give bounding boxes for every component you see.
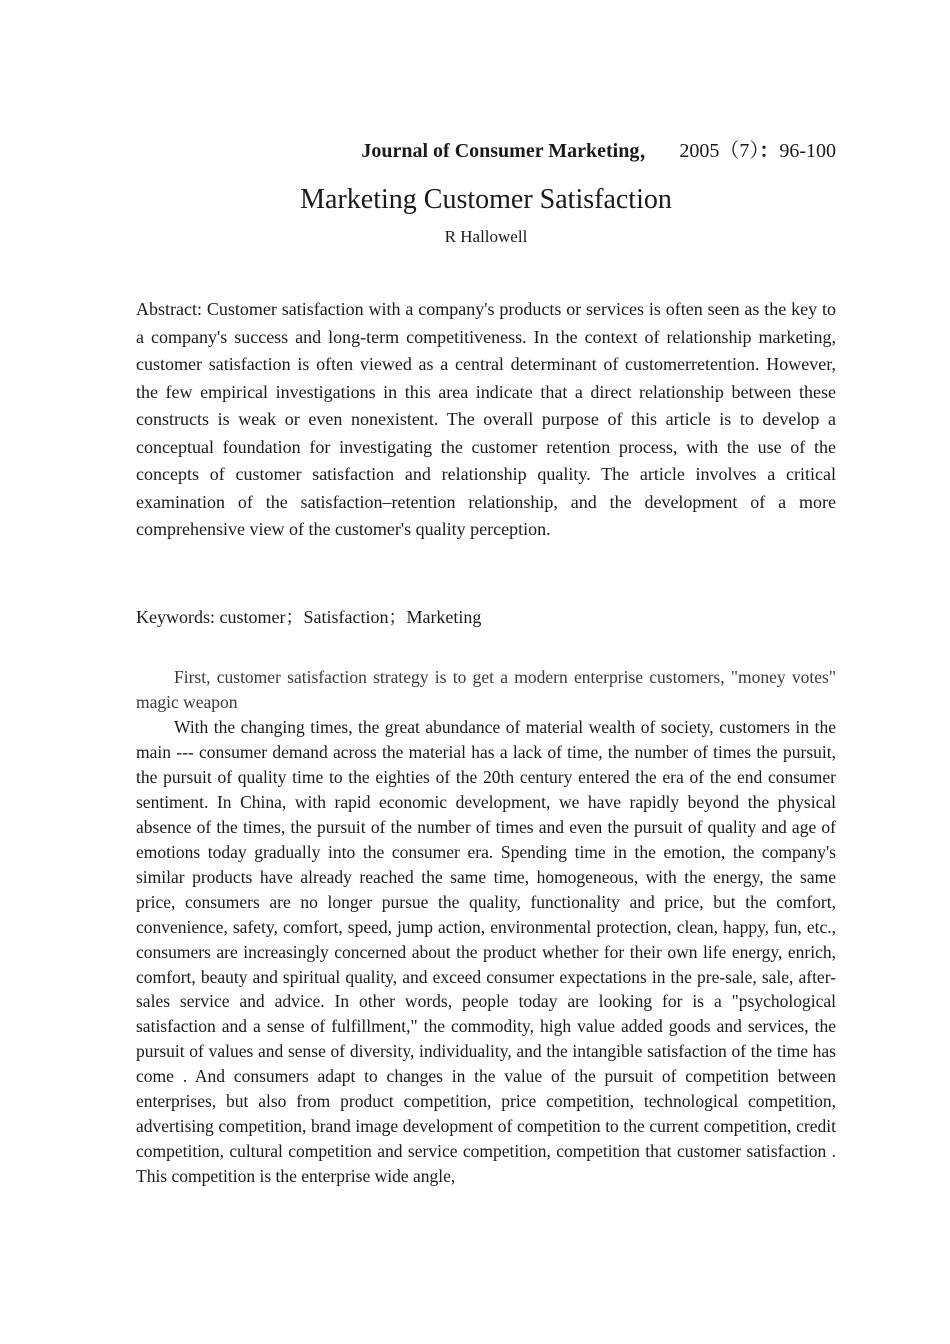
body-paragraph: With the changing times, the great abundance of material wealth of society, customers in the main --- consumer demand across the material has a lack of time, the number of times the pursuit, the pursuit of quality time to the eighties of the 20th century entered the era of the end consumer sentiment. In China, with rapid economic development, we have rapidly beyond the physical absence of the times, the pursuit of the number of times and even the pursuit of quality and age of emotions today gradually into the consumer era. Spending time in the emotion, the company's similar products have already reached the same time, homogeneous, with the energy, the same price, consumers are no longer pursue the quality, functionality and price, but the comfort, convenience, safety, comfort, speed, jump action, environmental protection, clean, happy, fun, etc., consumers are increasingly concerned about the product whether for their own life energy, enrich, comfort, beauty and spiritual quality, and exceed consumer expectations in the pre-sale, sale, after-sales service and advice. In other words, people today are looking for is a "psychological satisfaction and a sense of fulfillment," the commodity, high value added goods and services, the pursuit of values and sense of diversity, individuality, and the intangible satisfaction of the time has come . And consumers adapt to changes in the value of the pursuit of competition between enterprises, but also from product competition, price competition, technological competition, advertising competition, brand image development of competition to the current competition, credit competition, cultural competition and service competition, competition that customer satisfaction . This competition is the enterprise wide angle, xyxy=(136,717,836,1187)
section-heading: First, customer satisfaction strategy is to get a modern enterprise customers, "money votes" magic weapon xyxy=(136,667,836,712)
article-author: R Hallowell xyxy=(444,227,528,246)
citation-colon: ： xyxy=(759,140,780,162)
citation-separator: ， xyxy=(639,140,660,162)
citation-pages: 96-100 xyxy=(779,140,836,162)
journal-name: Journal of Consumer Marketing xyxy=(361,140,640,162)
keywords-line: Keywords: customer；Satisfaction；Marketing xyxy=(136,607,482,627)
abstract-paragraph: Abstract: Customer satisfaction with a company's products or services is often seen as the key to a company's success and long-term competitiveness. In the context of relationship marketing, customer satisfaction is often viewed as a central determinant of customerretention. However, the few empirical investigations in this area indicate that a direct relationship between these constructs is weak or even nonexistent. The overall purpose of this article is to develop a conceptual foundation for investigating the customer retention process, with the use of the concepts of customer satisfaction and relationship quality. The article involves a critical examination of the satisfaction–retention relationship, and the development of a more comprehensive view of the customer's quality perception. xyxy=(136,299,836,539)
citation-year-issue: 2005（7） xyxy=(679,140,760,162)
journal-citation xyxy=(136,137,836,165)
article-title: Marketing Customer Satisfaction xyxy=(300,184,672,215)
